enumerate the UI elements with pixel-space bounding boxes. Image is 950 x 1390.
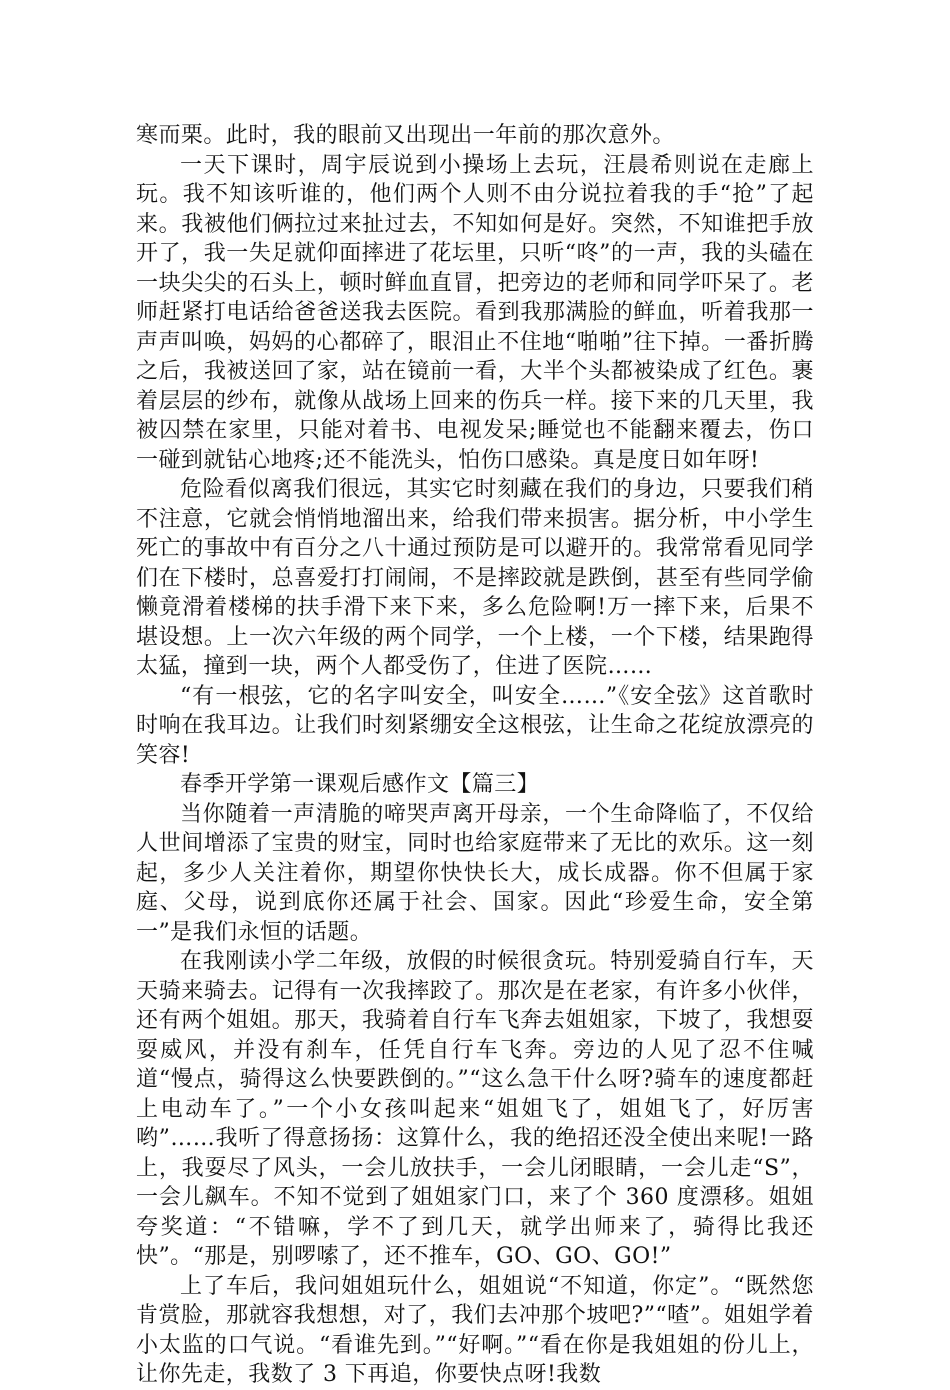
paragraph-3: 危险看似离我们很远，其实它时刻藏在我们的身边，只要我们稍不注意，它就会悄悄地溜出来，给我们带来损害。据分析，中小学生死亡的事故中有百分之八十通过预防是可以避开的。我常常看见同学们在下楼时，总喜爱打打闹闹，不是摔跤就是跌倒，甚至有些同学偷懒竟滑着楼梯的扶手滑下来下来，多么危险啊!万一摔下来，后果不堪设想。上一次六年级的两个同学，一个上楼，一个下楼，结果跑得太猛，撞到一块，两个人都受伤了，住进了医院…… xyxy=(136,477,814,679)
paragraph-5: 当你随着一声清脆的啼哭声离开母亲，一个生命降临了，不仅给人世间增添了宝贵的财宝，同时也给家庭带来了无比的欢乐。这一刻起，多少人关注着你，期望你快快长大，成长成器。你不但属于家庭、父母，说到底你还属于社会、国家。因此“珍爱生命，安全第一”是我们永恒的话题。 xyxy=(136,801,814,945)
paragraph-1: 寒而栗。此时，我的眼前又出现出一年前的那次意外。 xyxy=(136,123,675,148)
paragraph-6: 在我刚读小学二年级，放假的时候很贪玩。特别爱骑自行车，天天骑来骑去。记得有一次我摔跤了。那次是在老家，有许多小伙伴，还有两个姐姐。那天，我骑着自行车飞奔去姐姐家，下坡了，我想耍耍威风，并没有刹车，任凭自行车飞奔。旁边的人见了忍不住喊道“慢点，骑得这么快要跌倒的。”“这么急干什么呀?骑车的速度都赶上电动车了。”一个小女孩叫起来“姐姐飞了，姐姐飞了，好厉害哟”……我听了得意扬扬：这算什么，我的绝招还没全使出来呢!一路上，我耍尽了风头，一会儿放扶手，一会儿闭眼睛，一会儿走“S”，一会儿飙车。不知不觉到了姐姐家门口，来了个 360 度漂移。姐姐夸奖道：“不错嘛，学不了到几天，就学出师来了，骑得比我还快”。“那是，别啰嗦了，还不推车，GO、GO、GO!” xyxy=(136,949,814,1269)
document-body xyxy=(136,121,814,1390)
section-heading: 春季开学第一课观后感作文【篇三】 xyxy=(180,772,540,797)
paragraph-4: “有一根弦，它的名字叫安全，叫安全……”《安全弦》这首歌时时响在我耳边。让我们时刻紧绷安全这根弦，让生命之花绽放漂亮的笑容! xyxy=(136,683,814,768)
paragraph-2: 一天下课时，周宇辰说到小操场上去玩，汪晨希则说在走廊上玩。我不知该听谁的，他们两个人则不由分说拉着我的手“抢”了起来。我被他们俩拉过来扯过去，不知如何是好。突然，不知谁把手放开了，我一失足就仰面摔进了花坛里，只听“咚”的一声，我的头磕在一块尖尖的石头上，顿时鲜血直冒，把旁边的老师和同学吓呆了。老师赶紧打电话给爸爸送我去医院。看到我那满脸的鲜血，听着我那一声声叫唤，妈妈的心都碎了，眼泪止不住地“啪啪”往下掉。一番折腾之后，我被送回了家，站在镜前一看，大半个头都被染成了红色。裹着层层的纱布，就像从战场上回来的伤兵一样。接下来的几天里，我被囚禁在家里，只能对着书、电视发呆;睡觉也不能翻来覆去，伤口一碰到就钻心地疼;还不能洗头，怕伤口感染。真是度日如年呀! xyxy=(136,152,814,473)
paragraph-7: 上了车后，我问姐姐玩什么，姐姐说“不知道，你定”。“既然您肯赏脸，那就容我想想，对了，我们去冲那个坡吧?”“喳”。姐姐学着小太监的口气说。“看谁先到。”“好啊。”“看在你是我姐姐的份儿上，让你先走，我数了 3 下再追，你要快点呀!我数 xyxy=(136,1273,814,1387)
